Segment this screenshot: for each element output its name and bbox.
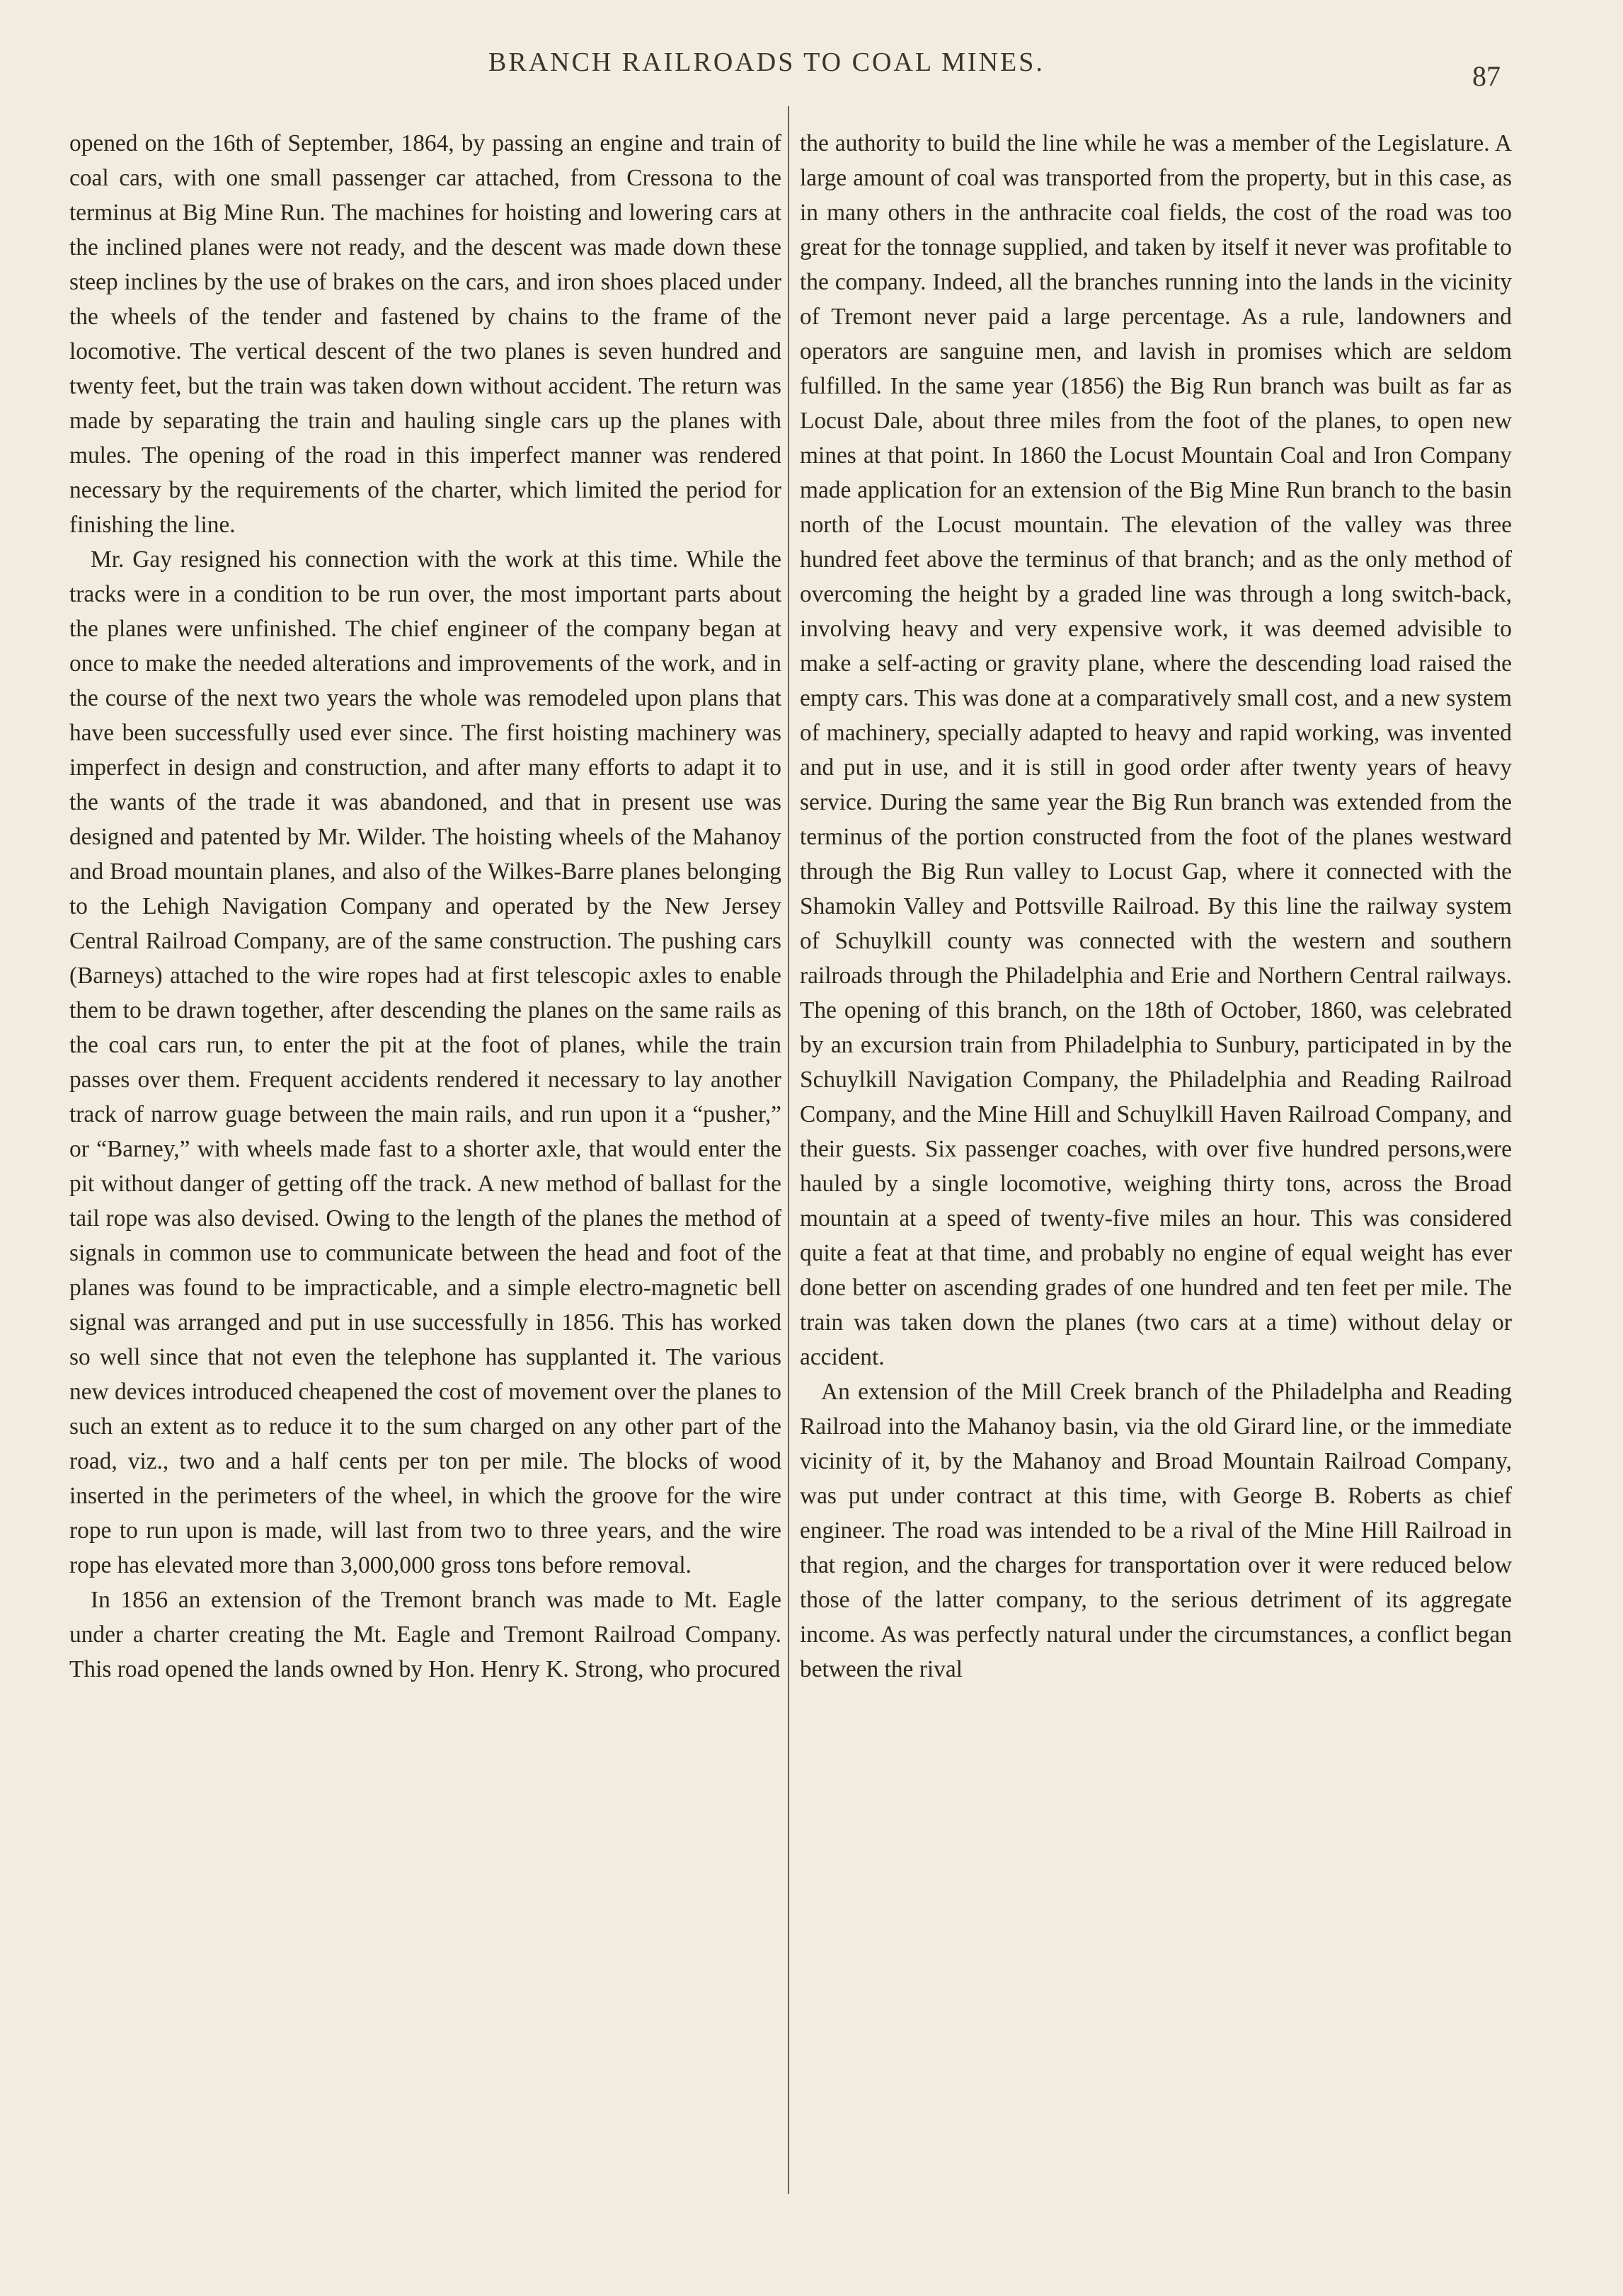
running-title: BRANCH RAILROADS TO COAL MINES. [488,47,1045,77]
right-column [800,126,1512,1687]
paragraph: Mr. Gay resigned his connection with the work at this time. While the tracks were in a condition to be run over, the most important parts about the planes were unfinished. The chief engineer of the company began at once to make the needed alterations and improvements of the work, and in the course of the next two years the whole was remodeled upon plans that have been successfully used ever since. The first hoisting machinery was imperfect in design and construction, and after many efforts to adapt it to the wants of the trade it was abandoned, and that in present use was designed and patented by Mr. Wilder. The hoisting wheels of the Mahanoy and Broad mountain planes, and also of the Wilkes-Barre planes belonging to the Lehigh Navigation Company and operated by the New Jersey Central Railroad Company, are of the same construction. The pushing cars (Barneys) attached to the wire ropes had at first telescopic axles to enable them to be drawn together, after descending the planes on the same rails as the coal cars run, to enter the pit at the foot of planes, while the train passes over them. Frequent accidents rendered it necessary to lay another track of narrow guage between the main rails, and run upon it a “pusher,” or “Barney,” with wheels made fast to a shorter axle, that would enter the pit without danger of getting off the track. A new method of ballast for the tail rope was also devised. Owing to the length of the planes the method of signals in common use to communicate between the head and foot of the planes was found to be impracticable, and a simple electro-magnetic bell signal was arranged and put in use successfully in 1856. This has worked so well since that not even the telephone has supplanted it. The various new devices introduced cheapened the cost of movement over the planes to such an extent as to reduce it to the sum charged on any other part of the road, viz., two and a half cents per ton per mile. The blocks of wood inserted in the perimeters of the wheel, in which the groove for the wire rope to run upon is made, will last from two to three years, and the wire rope has elevated more than 3,000,000 gross tons before removal. [69,546,781,1578]
page-header [0,47,1623,92]
paragraph: opened on the 16th of September, 1864, by passing an engine and train of coal cars, with one small passenger car attached, from Cressona to the terminus at Big Mine Run. The machines for hoisting and lowering cars at the inclined planes were not ready, and the descent was made down these steep inclines by the use of brakes on the cars, and iron shoes placed under the wheels of the tender and fastened by chains to the frame of the locomotive. The vertical descent of the two planes is seven hundred and twenty feet, but the train was taken down without accident. The return was made by separating the train and hauling single cars up the planes with mules. The opening of the road in this imperfect manner was rendered necessary by the requirements of the charter, which limited the period for finishing the line. [69,130,781,538]
paragraph: An extension of the Mill Creek branch of the Philadelpha and Reading Railroad into the Mahanoy basin, via the old Girard line, or the immediate vicinity of it, by the Mahanoy and Broad Mountain Railroad Company, was put under contract at this time, with George B. Roberts as chief engineer. The road was intended to be a rival of the Mine Hill Railroad in that region, and the charges for transportation over it were reduced below those of the latter company, to the serious detriment of its aggregate income. As was perfectly natural under the circumstances, a conflict began between the rival [800,1379,1512,1682]
left-column [69,126,781,1687]
page-number: 87 [1472,60,1501,92]
paragraph: the authority to build the line while he was a member of the Legislature. A large amount of coal was transported from the property, but in this case, as in many others in the anthracite coal fields, the cost of the road was too great for the tonnage supplied, and taken by itself it never was profitable to the company. Indeed, all the branches running into the lands in the vicinity of Tremont never paid a large percentage. As a rule, landowners and operators are sanguine men, and lavish in promises which are seldom fulfilled. In the same year (1856) the Big Run branch was built as far as Locust Dale, about three miles from the foot of the planes, to open new mines at that point. In 1860 the Locust Mountain Coal and Iron Company made application for an extension of the Big Mine Run branch to the basin north of the Locust mountain. The elevation of the valley was three hundred feet above the terminus of that branch; and as the only method of overcoming the height by a graded line was through a long switch-back, involving heavy and very expensive work, it was deemed advisible to make a self-acting or gravity plane, where the descending load raised the empty cars. This was done at a comparatively small cost, and a new system of machinery, specially adapted to heavy and rapid working, was invented and put in use, and it is still in good order after twenty years of heavy service. During the same year the Big Run branch was extended from the terminus of the portion constructed from the foot of the planes westward through the Big Run valley to Locust Gap, where it connected with the Shamokin Valley and Pottsville Railroad. By this line the railway system of Schuylkill county was connected with the western and southern railroads through the Philadelphia and Erie and Northern Central railways. The opening of this branch, on the 18th of October, 1860, was celebrated by an excursion train from Philadelphia to Sunbury, participated in by the Schuylkill Navigation Company, the Philadelphia and Reading Railroad Company, and the Mine Hill and Schuylkill Haven Railroad Company, and their guests. Six passenger coaches, with over five hundred persons,were hauled by a single locomotive, weighing thirty tons, across the Broad mountain at a speed of twenty-five miles an hour. This was considered quite a feat at that time, and probably no engine of equal weight has ever done better on ascending grades of one hundred and ten feet per mile. The train was taken down the planes (two cars at a time) without delay or accident. [800,130,1512,1370]
paragraph: In 1856 an extension of the Tremont branch was made to Mt. Eagle under a charter creating the Mt. Eagle and Tremont Railroad Company. This road opened the lands owned by Hon. Henry K. Strong, who procured [69,1587,781,1682]
column-divider [788,106,789,2194]
